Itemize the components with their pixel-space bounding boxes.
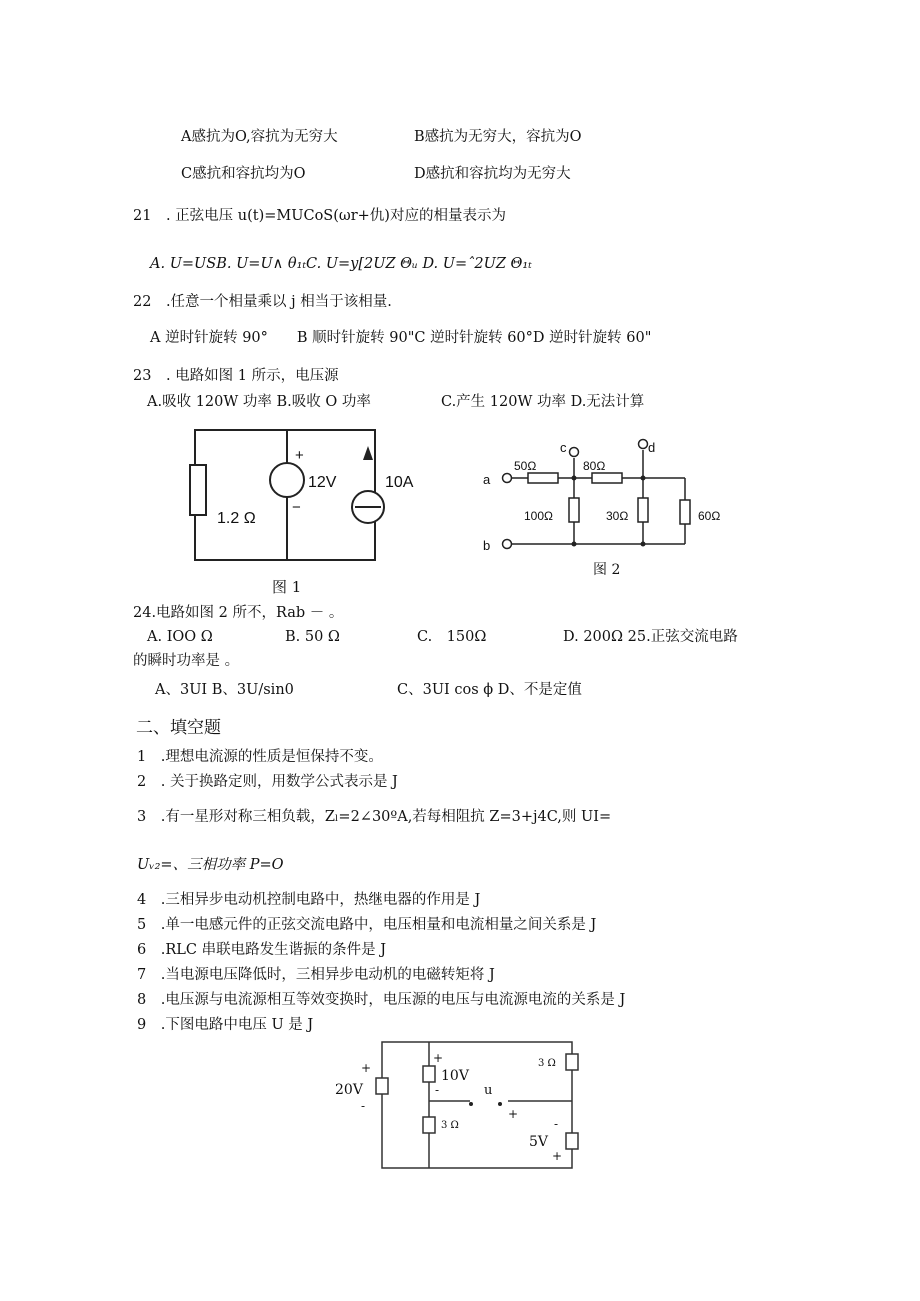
figure-1-circuit — [180, 420, 414, 610]
q21-options: A. U=USB. U=U∧ θ₁ₜC. U=y[2UZ Θᵤ D. U=ˆ2UZ Θ₁ₜ — [150, 256, 532, 272]
figure-3-circuit — [330, 1038, 590, 1178]
fig1-current-label: 10A — [385, 474, 414, 491]
fill-item-2: 2 . 关于换路定则，用数学公式表示是 J — [137, 774, 398, 790]
fig1-plus: + — [295, 447, 304, 464]
q20-option-d: D感抗和容抗均为无穷大 — [414, 166, 571, 182]
fig3-minus-10v: - — [435, 1083, 440, 1097]
fig3-plus-20v: + — [361, 1061, 372, 1075]
fig2-r4: 30Ω — [606, 509, 629, 523]
fill-item-4: 4 .三相异步电动机控制电路中，热继电器的作用是 J — [137, 892, 481, 908]
fig3-plus-10v: + — [433, 1051, 444, 1065]
fig3-plus-u: + — [508, 1107, 519, 1121]
q21-stem: 21 . 正弦电压 u(t)=MUCoS(ωr+仇)对应的相量表示为 — [133, 208, 506, 224]
q20-option-b: B感抗为无穷大，容抗为O — [414, 129, 582, 145]
fill-item-8: 8 .电压源与电流源相互等效变换时，电压源的电压与电流源电流的关系是 J — [137, 992, 626, 1008]
fig3-minus-5v: - — [554, 1117, 559, 1131]
fill-item-7: 7 .当电源电压降低时，三相异步电动机的电磁转矩将 J — [137, 967, 495, 983]
fig3-plus-5v: + — [552, 1149, 563, 1163]
fig3-minus-20v: - — [361, 1099, 366, 1113]
q24-option-d: D. 200Ω 25.正弦交流电路 — [563, 629, 738, 645]
fill-item-3-cont: Uᵥ₂=、三相功率 P=O — [137, 857, 284, 873]
fig2-r3: 100Ω — [524, 509, 553, 523]
fig2-node-d: d — [648, 440, 656, 455]
fig1-voltage-label: 12V — [308, 474, 337, 491]
fig2-r2: 80Ω — [583, 459, 606, 473]
q22-options: A 逆时针旋转 90° B 顺时针旋转 90"C 逆时针旋转 60°D 逆时针旋转 60" — [150, 330, 652, 346]
section-2-heading: 二、填空题 — [136, 718, 221, 738]
fig3-5v: 5V — [529, 1134, 549, 1150]
figure-2-circuit — [478, 436, 738, 581]
fig1-caption: 图 1 — [272, 578, 302, 596]
q23-stem: 23 . 电路如图 1 所示，电压源 — [133, 368, 339, 384]
q24-option-c: C. 150Ω — [417, 629, 487, 645]
q24-option-b: B. 50 Ω — [285, 629, 340, 645]
fill-item-5: 5 .单一电感元件的正弦交流电路中，电压相量和电流相量之间关系是 J — [137, 917, 597, 933]
fig1-minus: − — [292, 499, 301, 516]
fig2-node-b: b — [483, 538, 491, 553]
fig3-10v: 10V — [441, 1068, 469, 1084]
fig3-r-top: 3 Ω — [538, 1058, 556, 1069]
q22-stem: 22 .任意一个相量乘以 j 相当于该相量. — [133, 294, 392, 310]
fig2-r1: 50Ω — [514, 459, 537, 473]
fig1-resistor-label: 1.2 Ω — [217, 510, 256, 527]
fill-item-9: 9 .下图电路中电压 U 是 J — [137, 1017, 314, 1033]
fig2-caption: 图 2 — [593, 562, 621, 578]
q25-stem-cont: 的瞬时功率是 。 — [133, 653, 240, 669]
fill-item-6: 6 .RLC 串联电路发生谐振的条件是 J — [137, 942, 387, 958]
fig2-r5: 60Ω — [698, 509, 721, 523]
q23-options-cd: C.产生 120W 功率 D.无法计算 — [441, 394, 645, 410]
q23-options-ab: A.吸收 120W 功率 B.吸收 O 功率 — [147, 394, 371, 410]
fig2-node-c: c — [560, 440, 567, 455]
q20-option-c: C感抗和容抗均为O — [181, 166, 306, 182]
fig3-r-mid: 3 Ω — [441, 1120, 459, 1131]
q20-option-a: A感抗为O,容抗为无穷大 — [181, 129, 338, 145]
q25-options-cd: C、3UI cos ϕ D、不是定值 — [397, 682, 582, 698]
q24-stem: 24.电路如图 2 所不，Rab － 。 — [133, 605, 344, 621]
fig2-node-a: a — [483, 472, 491, 487]
fig3-20v: 20V — [335, 1082, 363, 1098]
q25-options-ab: A、3UI B、3U/sin0 — [155, 682, 294, 698]
q24-option-a: A. IOO Ω — [147, 629, 213, 645]
fill-item-1: 1 .理想电流源的性质是恒保持不变。 — [137, 749, 383, 765]
fill-item-3: 3 .有一星形对称三相负载，Zₗ=2∠30ºA,若每相阻抗 Z=3+j4C,则 UI= — [137, 809, 612, 825]
fig3-u: u — [484, 1083, 493, 1098]
